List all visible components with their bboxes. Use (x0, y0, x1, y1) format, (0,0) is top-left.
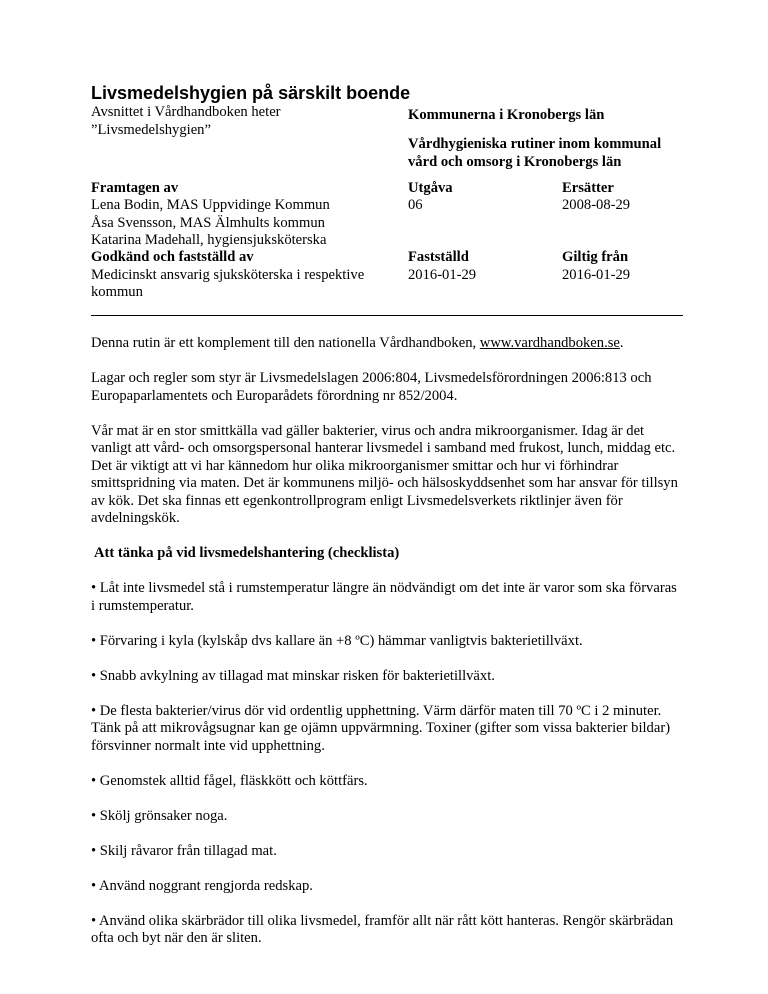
checklist-item: • Skilj råvaror från tillagad mat. (91, 842, 277, 859)
authored-label: Framtagen av (91, 180, 179, 196)
replaces-value: 2008-08-29 (562, 197, 631, 213)
approved-label: Godkänd och fastställd av (91, 249, 254, 265)
approver-line-2: kommun (91, 284, 143, 300)
document-header (91, 104, 683, 317)
edition-value: 06 (408, 197, 423, 213)
background-paragraph: Vår mat är en stor smittkälla vad gäller bakterier, virus och andra mikroorganismer. Idag är det vanligt att vård- och omsorgspersonal hanterar livsmedel i samband med frukost, lunch, middag etc. Det är viktigt att vi har kännedom hur olika mikroorganismer smittar och hur vi förhindrar smittspridning via maten. Det är kommunens miljö- och hälsoskyddsenhet som har ansvar för tillsyn av kök. Det ska finnas ett egenkontrollprogram enligt Livsmedelsverkets riktlinjer även för avdelningskök. (91, 422, 678, 526)
checklist-heading: Att tänka på vid livsmedelshantering (checklista) (94, 545, 400, 561)
organization: Kommunerna i Kronobergs län (408, 107, 605, 123)
author-1: Lena Bodin, MAS Uppvidinge Kommun (91, 197, 330, 213)
checklist-item: • Låt inte livsmedel stå i rumstemperatur längre än nödvändigt om det inte är varor som ska förvaras i rumstemperatur. (91, 580, 677, 614)
checklist-item: • De flesta bakterier/virus dör vid ordentlig upphettning. Värm därför maten till 70 ºC i 2 minuter. Tänk på att mikrovågsugnar kan ge ojämn uppvärmning. Toxiner (gifter som vissa bakterier bildar) försvinner normalt inte vid upphettning. (91, 702, 671, 754)
subtitle-line-1: Avsnittet i Vårdhandboken heter (91, 104, 281, 120)
author-2: Åsa Svensson, MAS Älmhults kommun (91, 215, 325, 231)
checklist-item: • Använd noggrant rengjorda redskap. (91, 877, 313, 894)
doc-type-line-1: Vårdhygieniska rutiner inom kommunal (408, 136, 662, 152)
document-page (91, 82, 683, 965)
vardhandboken-link[interactable]: www.vardhandboken.se (479, 335, 620, 351)
checklist-item: • Skölj grönsaker noga. (91, 807, 228, 824)
checklist-item: • Snabb avkylning av tillagad mat minskar risken för bakterietillväxt. (91, 667, 495, 684)
checklist-item: • Använd olika skärbrädor till olika livsmedel, framför allt när rått kött hanteras. Rengör skärbrädan ofta och byt när den är sliten. (91, 912, 674, 946)
document-title: Livsmedelshygien på särskilt boende (91, 83, 411, 103)
established-value: 2016-01-29 (408, 267, 477, 283)
approver-line-1: Medicinskt ansvarig sjuksköterska i respektive (91, 267, 365, 283)
established-label: Fastställd (408, 249, 469, 265)
author-3: Katarina Madehall, hygiensjuksköterska (91, 232, 327, 248)
replaces-label: Ersätter (562, 180, 614, 196)
checklist-item: • Förvaring i kyla (kylskåp dvs kallare än +8 ºC) hämmar vanligtvis bakterietillväxt. (91, 632, 583, 649)
edition-label: Utgåva (408, 180, 453, 196)
subtitle-line-2: ”Livsmedelshygien” (91, 122, 211, 138)
header-divider (91, 315, 683, 316)
intro-paragraph (91, 335, 683, 353)
valid-from-value: 2016-01-29 (562, 267, 631, 283)
document-body (91, 335, 683, 948)
doc-type-line-2: vård och omsorg i Kronobergs län (408, 154, 622, 170)
intro-end: . (619, 335, 624, 351)
intro-text: Denna rutin är ett komplement till den nationella Vårdhandboken, (91, 335, 480, 351)
checklist-item: • Genomstek alltid fågel, fläskkött och köttfärs. (91, 772, 368, 789)
valid-from-label: Giltig från (562, 249, 629, 265)
laws-paragraph: Lagar och regler som styr är Livsmedelslagen 2006:804, Livsmedelsförordningen 2006:813 och Europaparlamentets och Europarådets förordning nr 852/2004. (91, 370, 652, 404)
